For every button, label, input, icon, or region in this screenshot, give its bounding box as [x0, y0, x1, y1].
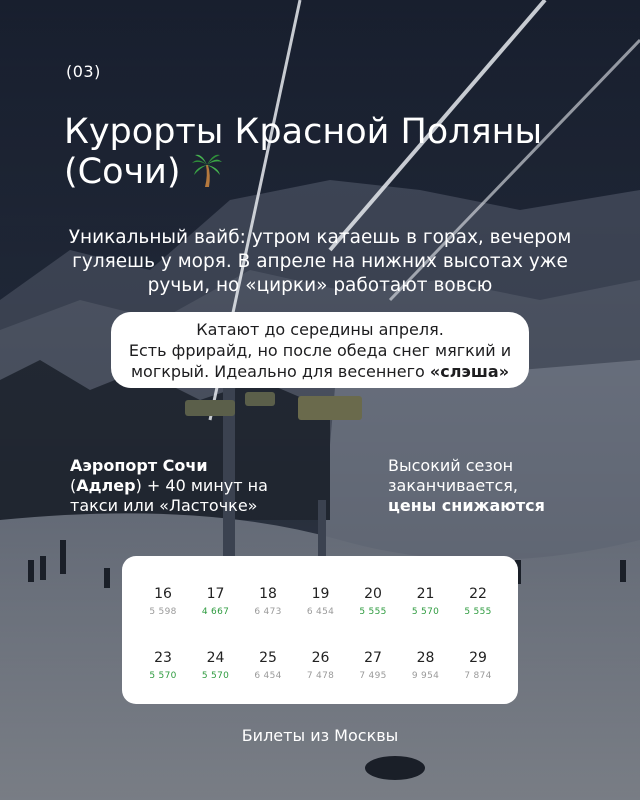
calendar-day[interactable] [191, 586, 241, 618]
calendar-day-price: 6 454 [306, 607, 335, 617]
airport-name: Аэропорт Сочи [70, 456, 208, 475]
calendar-day-number: 16 [154, 586, 172, 602]
calendar-day-price: 7 874 [464, 671, 492, 681]
calendar-day-number: 26 [311, 650, 330, 666]
calendar-day[interactable] [401, 586, 451, 618]
calendar-day[interactable] [243, 650, 293, 682]
info-bubble [111, 312, 529, 388]
calendar-day-number: 21 [416, 586, 435, 602]
airport-info [70, 456, 310, 516]
calendar-day-number: 20 [364, 586, 382, 602]
calendar-day-number: 24 [206, 650, 225, 666]
season-bold: цены снижаются [388, 496, 545, 515]
calendar-caption: Билеты из Москвы [241, 726, 399, 745]
calendar-day[interactable] [453, 586, 503, 618]
bubble-line-3 [111, 361, 529, 382]
calendar-day-number: 27 [364, 650, 382, 666]
palm-tree-icon [192, 153, 222, 196]
calendar-day[interactable] [243, 586, 293, 618]
airport-paren: ( [70, 476, 77, 495]
season-line-2: заканчивается, [388, 476, 518, 495]
season-line-1: Высокий сезон [388, 456, 514, 475]
price-calendar [122, 556, 518, 704]
calendar-day-price: 5 570 [149, 671, 177, 681]
calendar-day-price: 6 473 [254, 607, 282, 617]
calendar-day[interactable] [453, 650, 503, 682]
season-info [388, 456, 588, 516]
calendar-day-number: 22 [469, 586, 487, 602]
airport-line-1 [70, 456, 310, 476]
bubble-line-3-text: могкрый. Идеально для весеннего [130, 361, 430, 381]
calendar-day-price: 7 495 [359, 671, 387, 681]
calendar-day-price: 9 954 [411, 671, 440, 681]
calendar-day[interactable] [191, 650, 241, 682]
calendar-day-number: 19 [311, 586, 330, 602]
calendar-day[interactable] [138, 650, 188, 682]
calendar-day-number: 17 [206, 586, 225, 602]
calendar-day-price: 5 555 [359, 607, 387, 617]
calendar-day-number: 25 [259, 650, 277, 666]
calendar-day-price: 5 570 [411, 607, 440, 617]
calendar-day[interactable] [138, 586, 188, 618]
description-line-3: ручьи, но «цирки» работают вовсю [147, 275, 493, 296]
slide-number: (03) [66, 62, 101, 81]
calendar-day-number: 23 [154, 650, 172, 666]
calendar-day-number: 29 [469, 650, 487, 666]
calendar-day[interactable] [296, 650, 346, 682]
calendar-day[interactable] [348, 650, 398, 682]
description-line-1: Уникальный вайб: утром катаешь в горах, вечером [68, 227, 572, 248]
calendar-day-price: 5 598 [149, 607, 177, 617]
bubble-line-1: Катают до середины апреля. [196, 319, 444, 339]
description-line-2: гуляешь у моря. В апреле на нижних высотах уже [72, 251, 568, 272]
calendar-day-price: 5 555 [464, 607, 492, 617]
calendar-day-price: 5 570 [201, 671, 230, 681]
calendar-day-number: 18 [259, 586, 277, 602]
page-title [64, 112, 584, 196]
airport-line-2 [70, 476, 310, 496]
bubble-line-3-bold: «слэша» [429, 361, 510, 381]
season-line-3 [388, 496, 588, 516]
calendar-day-price: 4 667 [201, 607, 230, 617]
bubble-line-2: Есть фрирайд, но после обеда снег мягкий и [128, 340, 512, 360]
calendar-day[interactable] [348, 586, 398, 618]
calendar-day[interactable] [296, 586, 346, 618]
airport-transfer-text: ) + 40 минут на [135, 476, 268, 495]
airport-code-name: Адлер [76, 476, 136, 495]
airport-line-3: такси или «Ласточке» [70, 496, 258, 515]
calendar-day-number: 28 [416, 650, 435, 666]
title-line-1: Курорты Красной Поляны [64, 112, 543, 152]
calendar-day-price: 6 454 [254, 671, 282, 681]
calendar-day[interactable] [401, 650, 451, 682]
title-line-2: (Сочи) [64, 152, 181, 192]
description-text [50, 226, 590, 298]
calendar-day-price: 7 478 [306, 671, 335, 681]
